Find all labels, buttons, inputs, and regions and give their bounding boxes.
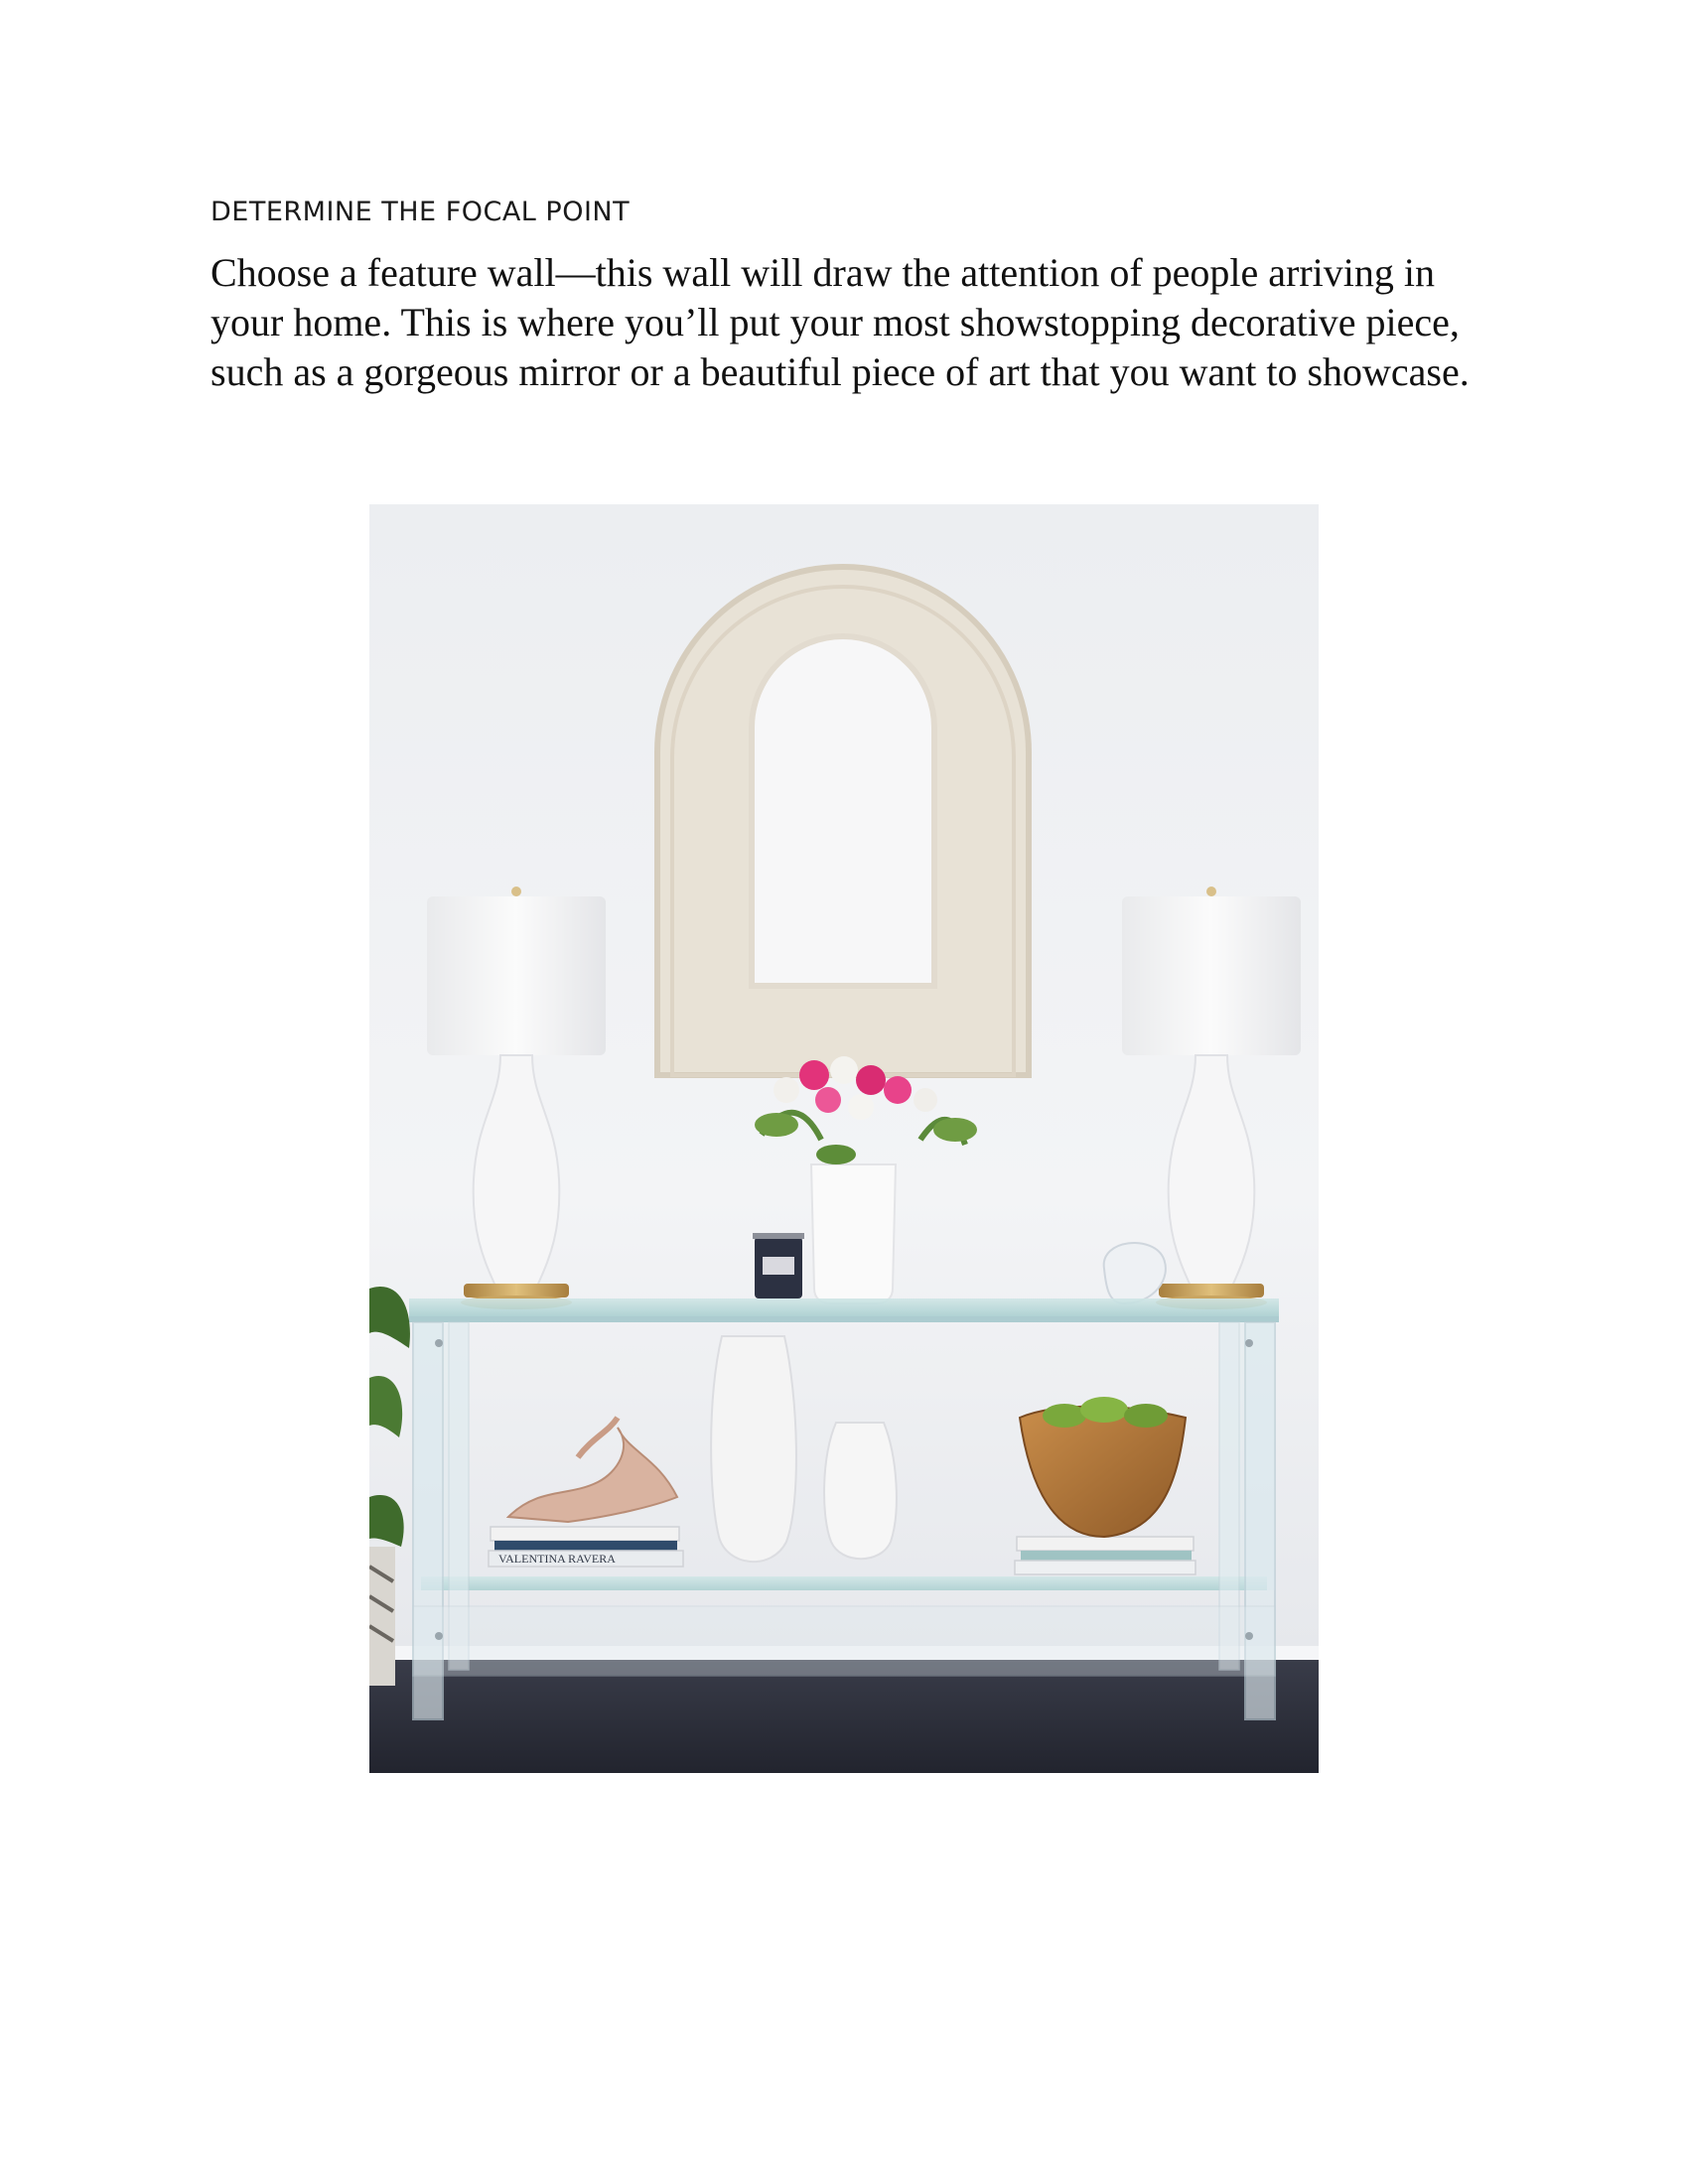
body-paragraph: Choose a feature wall—this wall will draw the attention of people arriving in your home. This is where you’ll put your most showstopping decorative piece, such as a gorgeous mirror or a beautiful piece of art that you want to showcase. bbox=[211, 250, 1470, 394]
entryway-console-photo bbox=[369, 504, 1319, 1773]
candle-jar bbox=[753, 1233, 804, 1298]
arched-mirror bbox=[657, 567, 1029, 1075]
photo-illustration bbox=[369, 504, 1319, 1773]
book-spine-text: VALENTINA RAVERA bbox=[498, 1552, 616, 1566]
wooden-bowl-and-books bbox=[1015, 1397, 1196, 1574]
section-heading: DETERMINE THE FOCAL POINT bbox=[211, 197, 631, 227]
